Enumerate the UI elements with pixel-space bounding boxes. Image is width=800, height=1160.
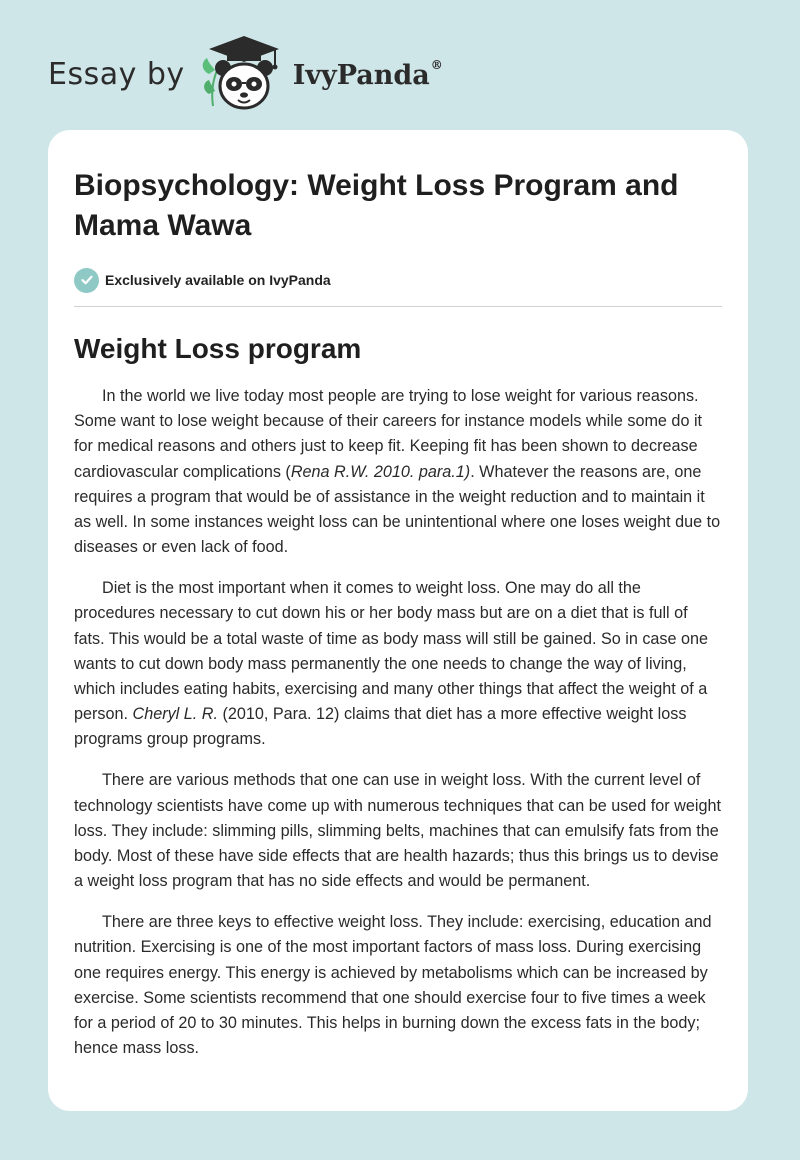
badge-label: Exclusively available on IvyPanda — [105, 272, 331, 288]
article-body — [74, 384, 722, 1061]
paragraph: In the world we live today most people are trying to lose weight for various reasons. Some want to lose weight because of their careers for instance models while some do it for medical reasons and others just to keep fit. Keeping fit has been shown to decrease cardiovascular complications (Rena R.W. 2010. para.1). Whatever the reasons are, one requires a program that would be of assistance in the weight reduction and to maintain it as well. In some instances weight loss can be unintentional where one loses weight due to diseases or even lack of food. — [74, 387, 721, 557]
paragraph: There are various methods that one can use in weight loss. With the current level of technology scientists have come up with numerous techniques that can be used for weight loss. They include: slimming pills, slimming belts, machines that can emulsify fats from the body. Most of these have side effects that are health hazards; thus this brings us to devise a weight loss program that has no side effects and would be permanent. — [74, 771, 721, 891]
essay-card — [48, 130, 748, 1111]
paragraph: Diet is the most important when it comes to weight loss. One may do all the procedures necessary to cut down his or her body mass but are on a diet that is full of fats. This would be a total waste of time as body mass will still be gained. So in case one wants to cut down body mass permanently the one needs to change the way of living, which includes eating habits, exercising and many other things that affect the weight of a person. Cheryl L. R. (2010, Para. 12) claims that diet has a more effective weight loss programs group programs. — [74, 579, 709, 749]
citation: Cheryl L. R. — [132, 705, 218, 724]
panda-logo-icon[interactable] — [199, 34, 289, 114]
site-header — [48, 34, 443, 114]
paragraph: There are three keys to effective weight loss. They include: exercising, education and nutrition. Exercising is one of the most important factors of mass loss. During exercising one requires energy. This energy is achieved by metabolisms which can be increased by exercise. Some scientists recommend that one should exercise four to five times a week for a period of 20 to 30 minutes. This helps in burning down the excess fats in the body; hence mass loss. — [74, 913, 712, 1058]
check-icon — [74, 268, 99, 293]
registered-mark: ® — [430, 57, 443, 72]
page-title: Biopsychology: Weight Loss Program and Mama Wawa — [74, 169, 679, 242]
citation: Rena R.W. 2010. para.1) — [290, 462, 471, 481]
exclusive-badge — [74, 266, 722, 294]
divider — [74, 306, 722, 307]
brand-name[interactable]: IvyPanda® — [292, 57, 443, 91]
section-heading: Weight Loss program — [74, 333, 362, 364]
essay-by-label: Essay by — [48, 56, 185, 92]
